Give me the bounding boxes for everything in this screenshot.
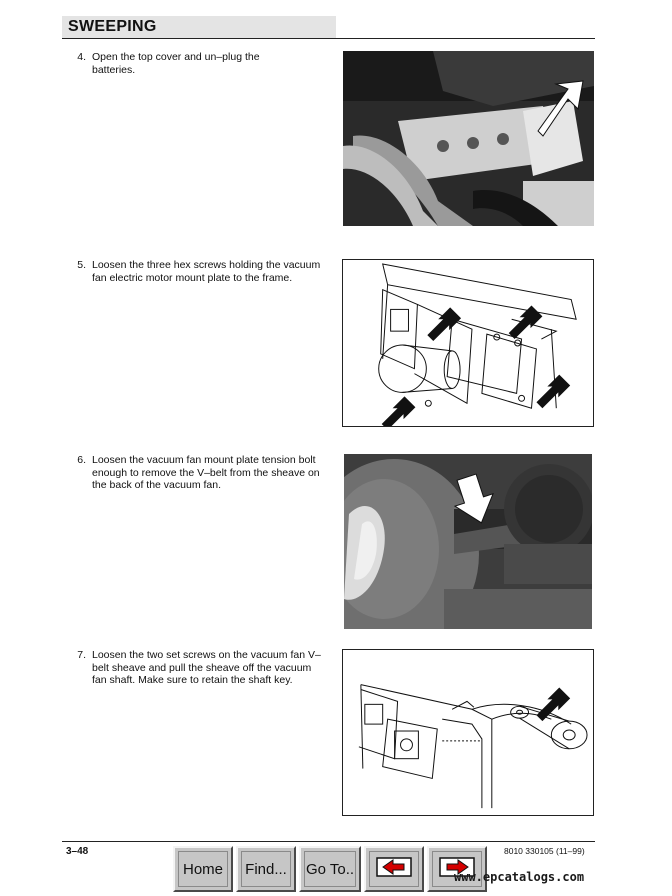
- section-title: SWEEPING: [68, 18, 157, 35]
- find-button[interactable]: [236, 846, 296, 892]
- button-bevel: [241, 851, 291, 887]
- button-bevel: [369, 851, 419, 887]
- button-bevel: [178, 851, 228, 887]
- step-text: Loosen the three hex screws holding the vacuum fan electric motor mount plate to the frame.: [92, 259, 321, 284]
- step-number: 4.: [77, 51, 86, 63]
- step-number: 7.: [77, 649, 86, 661]
- diagram-motor-mount-plate: [342, 259, 594, 427]
- step-text: Loosen the vacuum fan mount plate tension bolt enough to remove the V–belt from the sheave on the back of the vacuum fan.: [92, 454, 320, 492]
- page-number: 3–48: [66, 846, 89, 857]
- find-button-label: Find...: [245, 860, 287, 878]
- step-text: Open the top cover and un–plug the batteries.: [92, 51, 260, 76]
- previous-page-button[interactable]: [364, 846, 424, 892]
- home-button-label: Home: [182, 860, 223, 878]
- photo-vbelt-sheave: [344, 454, 592, 629]
- button-bevel: [304, 851, 356, 887]
- header-rule: [62, 38, 595, 39]
- diagram-sheave-removal: [342, 649, 594, 816]
- document-reference: 8010 330105 (11–99): [504, 846, 585, 856]
- footer-rule: [62, 841, 595, 842]
- home-button[interactable]: [173, 846, 233, 892]
- goto-button-label: Go To..: [305, 860, 355, 878]
- goto-button[interactable]: [299, 846, 361, 892]
- watermark: www.epcatalogs.com: [454, 870, 585, 884]
- step-number: 5.: [77, 259, 86, 271]
- next-page-button[interactable]: [427, 846, 487, 892]
- step-number: 6.: [77, 454, 86, 466]
- photo-battery-cover: [343, 51, 594, 226]
- step-text: Loosen the two set screws on the vacuum fan V–belt sheave and pull the sheave off the vacuum fan shaft. Make sure to retain the shaft key.: [92, 649, 321, 687]
